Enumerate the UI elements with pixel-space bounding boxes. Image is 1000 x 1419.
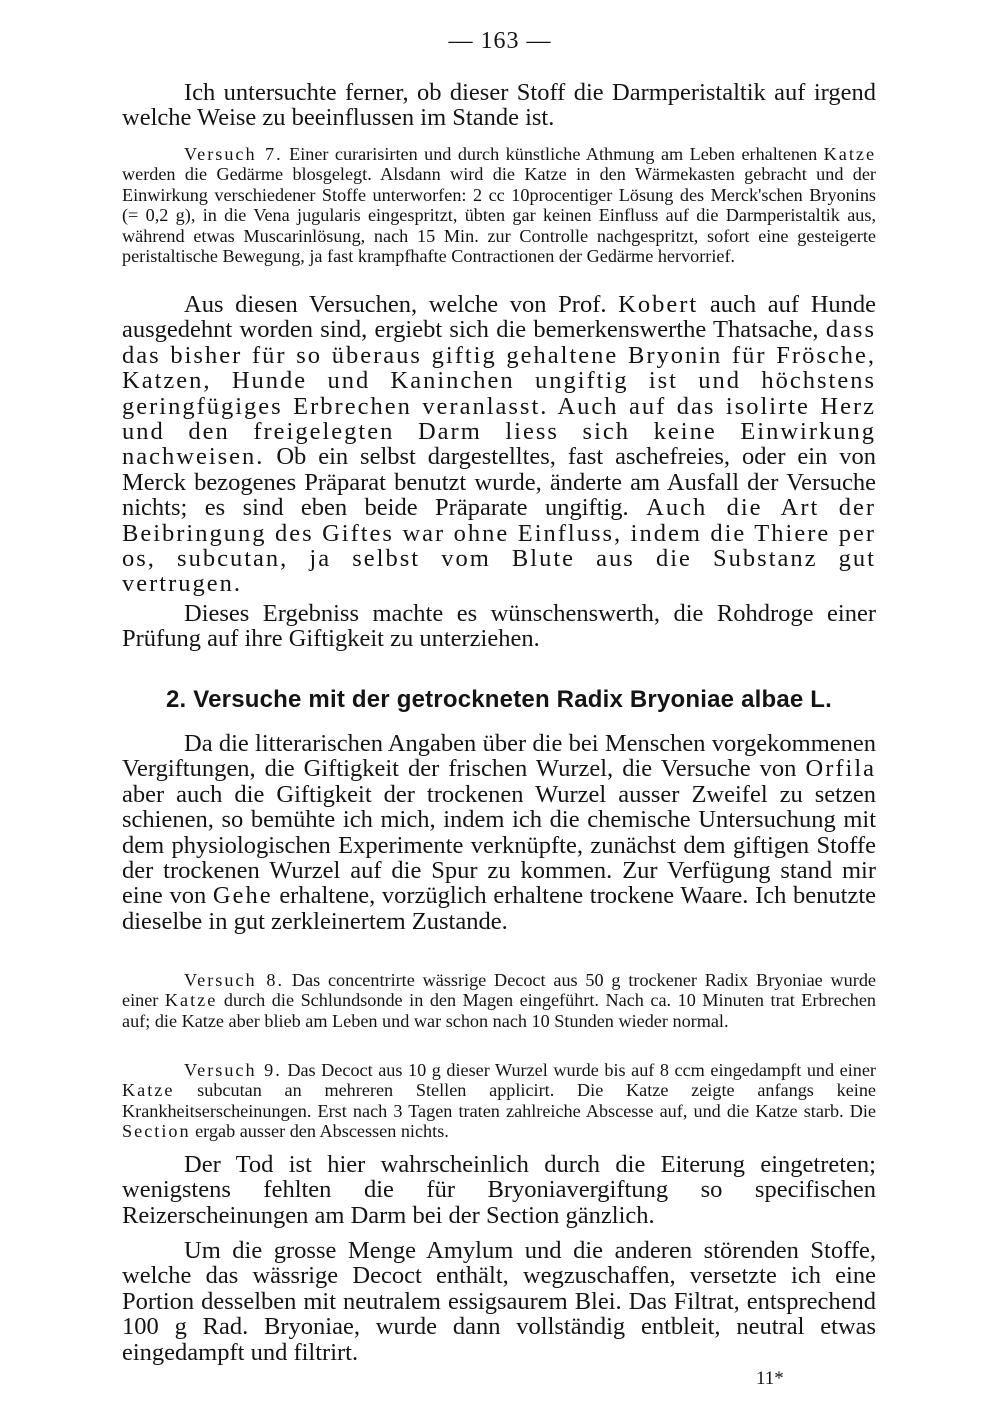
experiment-9-text-c: ergab ausser den Abscessen nichts.: [195, 1121, 449, 1142]
page-number: — 163 —: [448, 28, 552, 54]
paragraph-results-text: [122, 292, 876, 597]
experiment-9-cat: Katze: [122, 1080, 175, 1101]
paragraph-lead-acetate-text: Um die grosse Menge Amylum und die anderen störenden Stoffe, welche das wässrige Decoct enthält, wegzuschaffen, versetzte ich eine Portion desselben mit neutralem essigsaurem Blei. Das Filtrat, entsprechend 100 g Rad. Bryoniae, wurde dann vollständig entbleit, neutral etwas eingedampft und filtrirt.: [122, 1237, 876, 1366]
experiment-9-section: Section: [122, 1121, 191, 1142]
experiment-8-text: [122, 970, 876, 1031]
literature-text-b: aber auch die Giftigkeit der trockenen Wurzel ausser Zweifel zu setzen schienen, so bemühte ich mich, indem ich die chemische Untersuchung mit dem physiologischen Experimente verknüpfte, zunächst dem giftigen Stoffe der trockenen Wurzel auf die Spur zu kommen. Zur Verfügung stand mir eine von: [122, 780, 876, 910]
literature-text-a: Da die litterarischen Angaben über die bei Menschen vorgekommenen Vergiftungen, die Giftigkeit der frischen Wurzel, die Versuche von: [122, 730, 876, 783]
paragraph-death-text: Der Tod ist hier wahrscheinlich durch die Eiterung eingetreten; wenigstens fehlten die für Bryoniavergiftung so specifischen Reizerscheinungen am Darm bei der Section gänzlich.: [122, 1151, 876, 1229]
paragraph-results: [122, 292, 876, 597]
experiment-7-text-b: werden die Gedärme blosgelegt. Alsdann wird die Katze in den Wärmekasten gebracht und der Einwirkung verschiedener Stoffe unterworfen: 2 cc 10procentiger Lösung des Merck'schen Bryonins (= 0,2 g), in die Vena jugularis eingespritzt, übten gar keinen Einfluss auf die Darmperistaltik aus, während etwas Muscarinlösung, nach 15 Min. zur Controlle nachgespritzt, sofort eine gesteigerte peristaltische Bewegung, ja fast krampfhafte Contractionen der Gedärme hervorrief.: [122, 164, 876, 267]
results-text-b: auch auf Hunde ausgedehnt worden sind, ergiebt sich die bemerkenswerthe Thatsache,: [122, 291, 877, 344]
experiment-8-text-a: Das concentrirte wässrige Decoct aus 50 g trockener Radix Bryoniae wurde einer: [122, 970, 876, 1011]
experiment-7-label: Versuch 7.: [184, 144, 283, 164]
experiment-8: [122, 970, 876, 1031]
section-heading: 2. Versuche mit der getrockneten Radix Bryoniae albae L.: [165, 686, 833, 713]
paragraph-result-conclusion-text: Dieses Ergebniss machte es wünschenswerth, die Rohdroge einer Prüfung auf ihre Giftigkeit zu unterziehen.: [122, 600, 876, 653]
literature-supplier-gehe: Gehe: [212, 882, 273, 910]
results-text-c: dass das bisher für so überaus giftig gehaltene Bryonin für Frösche, Katzen, Hunde und Kaninchen ungiftig ist und höchstens geringfügiges Erbrechen veranlasst. Auch auf das isolirte Herz und den freigelegten Darm liess sich keine Einwirkung nachweisen.: [122, 316, 877, 471]
paragraph-lead-acetate: [122, 1238, 876, 1365]
paragraph-death: [122, 1152, 876, 1228]
experiment-8-cat: Katze: [164, 990, 218, 1011]
signature-mark: 11*: [756, 1368, 784, 1389]
results-text-d: Ob ein selbst dargestelltes, fast aschefreies, oder ein von Merck bezogenes Präparat benutzt wurde, änderte am Ausfall der Versuche nichts; es sind eben beide Präparate ungiftig.: [122, 443, 877, 522]
experiment-9-text: [122, 1060, 876, 1142]
results-author-kobert: Kobert: [618, 291, 699, 318]
literature-text-c: erhaltene, vorzüglich erhaltene trockene Waare. Ich benutzte dieselbe in gut zerkleinertem Zustande.: [122, 882, 877, 935]
paragraph-literature-text: [122, 731, 876, 934]
results-text-e: Auch die Art der Beibringung des Giftes war ohne Einfluss, indem die Thiere per os, subcutan, ja selbst vom Blute aus die Substanz gut vertrugen.: [122, 494, 877, 598]
experiment-9-text-a: Das Decoct aus 10 g dieser Wurzel wurde bis auf 8 ccm eingedampft und einer: [287, 1060, 876, 1080]
literature-author-orfila: Orfila: [805, 755, 876, 783]
experiment-7-text-a: Einer curarisirten und durch künstliche Athmung am Leben erhaltenen: [289, 144, 818, 164]
experiment-8-label: Versuch 8.: [184, 970, 285, 990]
experiment-7: [122, 144, 876, 266]
experiment-7-cat: Katze: [823, 144, 877, 164]
paragraph-literature: [122, 731, 876, 934]
experiment-9: [122, 1060, 876, 1142]
experiment-7-text: [122, 144, 876, 266]
experiment-9-label: Versuch 9.: [184, 1060, 282, 1080]
paragraph-intro: [122, 80, 876, 131]
paragraph-result-conclusion: [122, 601, 876, 652]
results-text-a: Aus diesen Versuchen, welche von Prof.: [184, 291, 607, 318]
experiment-9-text-b: subcutan an mehreren Stellen applicirt. Die Katze zeigte anfangs keine Krankheitserscheinungen. Erst nach 3 Tagen traten zahlreiche Abscesse auf, und die Katze starb. Die: [122, 1080, 877, 1121]
experiment-8-text-b: durch die Schlundsonde in den Magen eingeführt. Nach ca. 10 Minuten trat Erbrechen auf; die Katze aber blieb am Leben und war schon nach 10 Stunden wieder normal.: [122, 990, 877, 1031]
paragraph-intro-text: Ich untersuchte ferner, ob dieser Stoff die Darmperistaltik auf irgend welche Weise zu beeinflussen im Stande ist.: [122, 79, 876, 132]
